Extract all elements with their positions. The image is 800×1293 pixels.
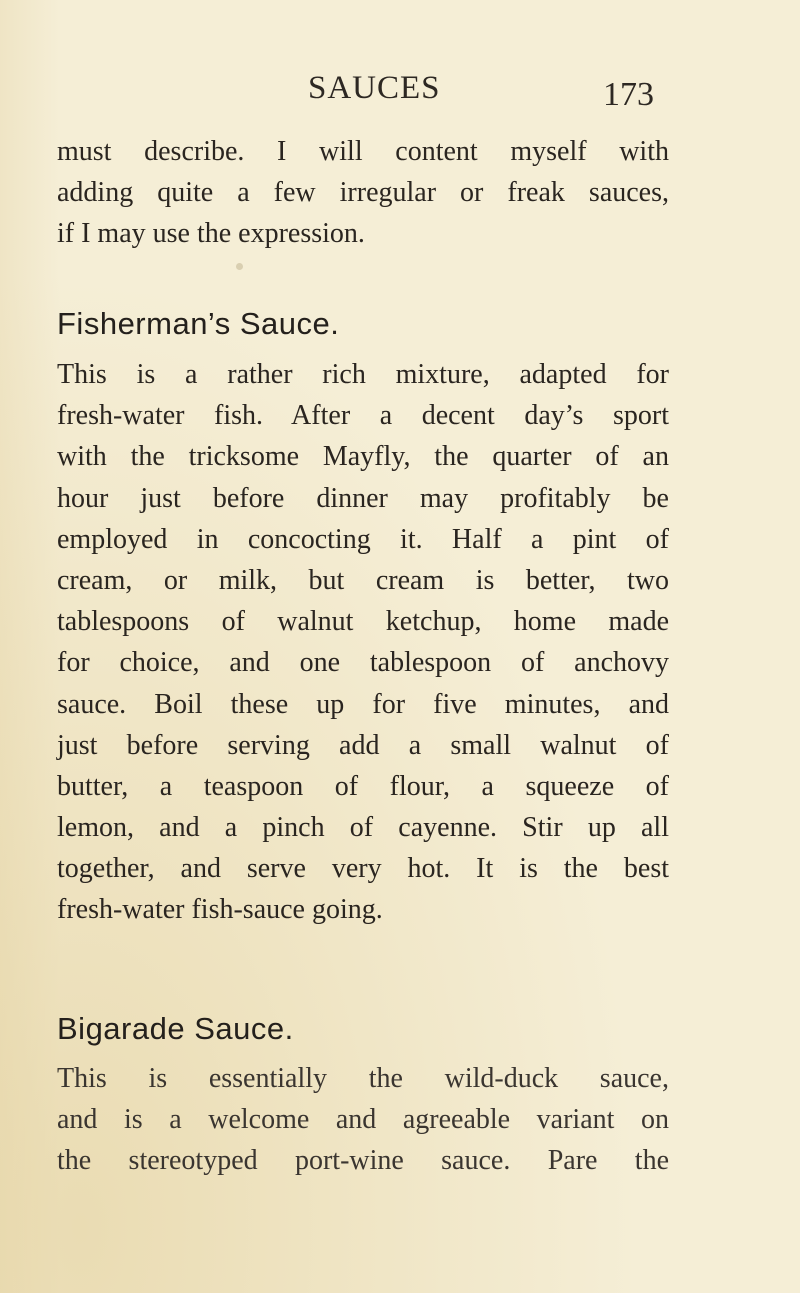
text-line: employed in concocting it. Half a pint of	[57, 523, 669, 555]
text-line: the stereotyped port-wine sauce. Pare the	[57, 1145, 669, 1177]
text-line: together, and serve very hot. It is the best	[57, 853, 669, 885]
text-line: just before serving add a small walnut of	[57, 729, 669, 761]
text-line: and is a welcome and agreeable variant on	[57, 1104, 669, 1136]
text-line: cream, or milk, but cream is better, two	[57, 564, 669, 596]
text-line: fresh-water fish-sauce going.	[57, 894, 383, 926]
text-line: fresh-water fish. After a decent day’s sport	[57, 400, 669, 432]
intro-paragraph	[57, 131, 669, 255]
text-line: This is a rather rich mixture, adapted for	[57, 359, 669, 390]
text-line: for choice, and one tablespoon of anchovy	[57, 647, 669, 679]
bigarade-sauce-paragraph	[57, 1058, 669, 1182]
text-line: sauce. Boil these up for five minutes, and	[57, 688, 669, 720]
text-line: with the tricksome Mayfly, the quarter of an	[57, 441, 669, 473]
running-title: SAUCES	[308, 70, 441, 106]
section-heading-bigarade-sauce: Bigarade Sauce.	[57, 1011, 294, 1046]
text-line: butter, a teaspoon of flour, a squeeze of	[57, 770, 669, 802]
text-line: must describe. I will content myself with	[57, 136, 669, 167]
text-line: if I may use the expression.	[57, 218, 365, 250]
text-line: adding quite a few irregular or freak sauces,	[57, 177, 669, 209]
fishermans-sauce-paragraph	[57, 354, 669, 931]
text-line: This is essentially the wild-duck sauce,	[57, 1063, 669, 1094]
text-line: lemon, and a pinch of cayenne. Stir up all	[57, 812, 669, 844]
section-heading-fishermans-sauce: Fisherman’s Sauce.	[57, 306, 340, 341]
text-line: hour just before dinner may profitably be	[57, 482, 669, 514]
page-number: 173	[603, 76, 654, 113]
running-head	[0, 70, 800, 114]
text-line: tablespoons of walnut ketchup, home made	[57, 606, 669, 638]
paper-smudge	[236, 263, 243, 270]
